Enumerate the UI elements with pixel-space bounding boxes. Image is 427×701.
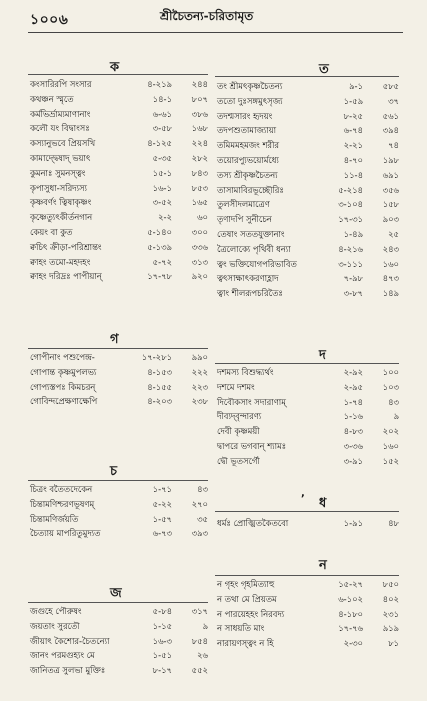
chapter-verse-ref: ৪-১২৫ bbox=[147, 138, 172, 149]
verse-text: ন তথা মে প্রিয়তম bbox=[217, 593, 277, 604]
verse-text: ত্বৎসাক্ষাৎকরণাহ্লাদ bbox=[217, 273, 279, 284]
page-ref: ২৭০ bbox=[191, 498, 208, 509]
chapter-verse-ref: ৩-৩৬ bbox=[343, 440, 363, 451]
verse-text: দ্বাপরে ভগবান্ শ্যামঃ bbox=[217, 440, 287, 451]
index-entry bbox=[215, 242, 399, 257]
verse-text: কস্যানুভবে প্রিয়সখি bbox=[30, 138, 96, 149]
chapter-verse-ref: ১১-৪ bbox=[343, 169, 363, 180]
page-ref: ৩০০ bbox=[191, 226, 208, 237]
index-entry bbox=[215, 138, 399, 153]
index-entry bbox=[215, 621, 399, 636]
index-entry bbox=[28, 92, 208, 107]
page-ref: ৩৯৪ bbox=[382, 125, 399, 136]
section-rule bbox=[28, 480, 208, 481]
chapter-verse-ref: ৫-২১৪ bbox=[338, 184, 363, 195]
entry-list bbox=[215, 365, 399, 469]
chapter-verse-ref: ১-৭৪ bbox=[343, 396, 363, 407]
page-ref: ৩১৩ bbox=[191, 256, 208, 267]
index-entry bbox=[28, 634, 208, 649]
page-ref: ৮৫০ bbox=[382, 579, 399, 589]
index-entry bbox=[28, 604, 208, 619]
index-entry bbox=[215, 516, 399, 531]
index-entry bbox=[215, 212, 399, 227]
entry-list bbox=[215, 516, 399, 531]
index-entry bbox=[215, 607, 399, 622]
page-ref: ১০৩ bbox=[382, 381, 399, 392]
verse-text: দশমে দশমং bbox=[217, 381, 255, 392]
index-entry bbox=[215, 109, 399, 124]
index-entry bbox=[28, 648, 208, 663]
index-entry bbox=[28, 482, 208, 497]
page-ref: ১০০ bbox=[382, 367, 399, 377]
index-entry bbox=[28, 240, 208, 255]
section-rule bbox=[215, 76, 399, 77]
verse-text: দিবৌকসাং সদারাণাম্ bbox=[217, 396, 286, 407]
index-entry bbox=[28, 166, 208, 181]
index-entry bbox=[215, 168, 399, 183]
page-ref: ৯২০ bbox=[191, 271, 208, 282]
page-ref: ১৬০ bbox=[382, 258, 399, 269]
section-rule bbox=[28, 74, 208, 75]
chapter-verse-ref: ৫-১৩৯ bbox=[147, 241, 172, 252]
verse-text: দেবী কৃষ্ণময়ী bbox=[217, 426, 260, 437]
section-letter: জ bbox=[110, 586, 122, 601]
index-entry bbox=[215, 79, 399, 94]
verse-text: তয়োরপ্যুভয়োর্মধ্যে bbox=[217, 154, 279, 165]
section-dot-marker: , bbox=[301, 488, 305, 499]
chapter-verse-ref: ৩-৫২ bbox=[152, 197, 172, 208]
index-entry bbox=[215, 409, 399, 424]
index-entry bbox=[28, 136, 208, 151]
index-entry bbox=[28, 663, 208, 678]
page-ref: ২৮২ bbox=[191, 152, 208, 163]
index-entry bbox=[215, 123, 399, 138]
chapter-verse-ref: ৬-৬১ bbox=[152, 108, 172, 119]
page-ref: ৯৯০ bbox=[191, 352, 208, 362]
page-ref: ৩৫৬ bbox=[382, 184, 399, 195]
verse-text: জয়তাং সুরতৌ bbox=[30, 620, 80, 631]
section-letter: চ bbox=[110, 464, 118, 479]
index-entry bbox=[28, 151, 208, 166]
index-entry bbox=[28, 394, 208, 409]
chapter-verse-ref: ১৬-১ bbox=[152, 182, 172, 193]
left-column bbox=[28, 0, 208, 701]
page-ref: ৩৫ bbox=[197, 513, 208, 524]
verse-text: তাসামাবিরভূচ্ছৌরিঃ bbox=[217, 184, 284, 195]
page-ref: ১৪৯ bbox=[382, 288, 399, 299]
page-ref: ৪৩ bbox=[388, 396, 399, 407]
verse-text: ক্বচিৎ ক্রীড়া-পরিশ্রান্তং bbox=[30, 241, 102, 252]
chapter-verse-ref: ১৫-২৭ bbox=[338, 579, 363, 589]
verse-text: ন গৃহং গৃহমিত্যাহু bbox=[217, 579, 275, 589]
index-entry bbox=[28, 619, 208, 634]
verse-text: ধর্মঃ প্রোজ্ঝিতকৈতবো bbox=[217, 518, 289, 528]
page-ref: ১৫৮ bbox=[382, 199, 399, 210]
chapter-verse-ref: ৯-১ bbox=[349, 81, 363, 91]
chapter-verse-ref: ১৭-২৮১ bbox=[141, 352, 172, 362]
chapter-verse-ref: ৫-৩৫ bbox=[152, 152, 172, 163]
page-ref: ৮৫৩ bbox=[191, 182, 208, 193]
chapter-verse-ref: ১-৯১ bbox=[343, 518, 363, 528]
page-ref: ৪৩ bbox=[197, 484, 208, 494]
chapter-verse-ref: ৪-৮৩ bbox=[343, 426, 363, 437]
chapter-verse-ref: ৪-৭০ bbox=[343, 154, 363, 165]
page-ref: ৪৮ bbox=[388, 518, 399, 528]
verse-text: তং শ্রীমৎকৃষ্ণচৈতন্য bbox=[217, 81, 283, 91]
page-ref: ২৩৮ bbox=[191, 396, 208, 407]
chapter-verse-ref: ৩-১১১ bbox=[338, 258, 363, 269]
chapter-verse-ref: ২-২ bbox=[158, 212, 172, 223]
chapter-verse-ref: ৪-১৫৩ bbox=[147, 366, 172, 377]
index-entry bbox=[215, 380, 399, 395]
verse-text: তেষাং সততযুক্তানাং bbox=[217, 228, 285, 239]
verse-text: গোবিন্দপ্রেক্ষণাক্ষেপি bbox=[30, 396, 98, 407]
section-rule bbox=[28, 602, 208, 603]
page-ref: ৩১৭ bbox=[191, 606, 208, 616]
chapter-verse-ref: ৮-২৫ bbox=[343, 110, 363, 121]
verse-text: দীব্যদ্‌বৃন্দারণ্য bbox=[217, 411, 262, 422]
page-ref: ৮১ bbox=[388, 638, 399, 649]
verse-text: কামাদ্দ্বেষাদ্ ভয়াৎ bbox=[30, 152, 91, 163]
verse-text: গোপীনাং পশুপেন্দ্র- bbox=[30, 352, 95, 362]
index-entry bbox=[28, 210, 208, 225]
page-ref: ২৫ bbox=[388, 228, 399, 239]
index-entry bbox=[28, 526, 208, 541]
chapter-verse-ref: ২-৯৫ bbox=[343, 381, 363, 392]
index-entry bbox=[215, 227, 399, 242]
section-rule bbox=[215, 575, 399, 576]
verse-text: কথঞ্চন স্মৃতে bbox=[30, 93, 74, 104]
verse-text: ক্বাহং তমো-মহদহং bbox=[30, 256, 91, 267]
verse-text: কৃষ্ণেত্যুৎকীর্তনগান bbox=[30, 212, 93, 223]
chapter-verse-ref: ৪-১৮০ bbox=[338, 608, 363, 619]
page-ref: ৩৩৬ bbox=[191, 241, 208, 252]
verse-text: কলৌ যং বিদ্বাংসঃ bbox=[30, 123, 90, 134]
chapter-verse-ref: ১৪-১ bbox=[152, 93, 172, 104]
chapter-verse-ref: ২-৩০ bbox=[343, 638, 363, 649]
page-ref: ১৬০ bbox=[382, 440, 399, 451]
page-ref: ৩৯৩ bbox=[191, 528, 208, 539]
section-rule bbox=[215, 511, 399, 512]
chapter-verse-ref: ১-১৬ bbox=[343, 411, 363, 422]
page-ref: ৭৪ bbox=[388, 140, 399, 151]
verse-text: কর্মভির্ভ্রাম্যমাণানাং bbox=[30, 108, 91, 119]
index-entry bbox=[28, 380, 208, 395]
index-entry bbox=[215, 271, 399, 286]
index-entry bbox=[215, 454, 399, 469]
entry-list bbox=[28, 350, 208, 409]
verse-text: তদপশুতামাজ্যায়া bbox=[217, 125, 277, 136]
chapter-verse-ref: ৩-৯১ bbox=[343, 455, 363, 466]
verse-text: তমিমমহমজং শরীর bbox=[217, 140, 280, 151]
index-entry bbox=[28, 269, 208, 284]
index-entry bbox=[28, 497, 208, 512]
section-letter: গ bbox=[110, 332, 119, 347]
index-entry bbox=[215, 577, 399, 592]
page-ref: ৮৫৪ bbox=[191, 635, 208, 646]
verse-text: কেয়ং বা কুত bbox=[30, 226, 73, 237]
verse-text: ততো দুঃসঙ্গমুৎসৃজ্য bbox=[217, 95, 283, 106]
index-entry bbox=[215, 424, 399, 439]
index-entry bbox=[28, 225, 208, 240]
verse-text: জানিতত্র সুলভা মুক্তিঃ bbox=[30, 665, 106, 676]
section-letter: ধ bbox=[319, 496, 327, 511]
page-ref: ৫৫২ bbox=[191, 665, 208, 676]
chapter-verse-ref: ১৭-৩১ bbox=[338, 214, 363, 225]
verse-text: দ্বৌ ভূতসর্গৌ bbox=[217, 455, 260, 466]
verse-text: জগুহে পৌরুষং bbox=[30, 606, 82, 616]
chapter-verse-ref: ২-২১ bbox=[343, 140, 363, 151]
chapter-verse-ref: ৫-৭২ bbox=[152, 256, 172, 267]
verse-text: ত্বং ভক্তিযোগপরিভাবিত bbox=[217, 258, 297, 269]
verse-text: ত্বাং শীলরূপচরিতৈঃ bbox=[217, 288, 283, 299]
chapter-verse-ref: ২-৯২ bbox=[343, 367, 363, 377]
page-ref: ২২৩ bbox=[191, 381, 208, 392]
chapter-verse-ref: ৫-১৪০ bbox=[147, 226, 172, 237]
index-entry bbox=[28, 121, 208, 136]
index-entry bbox=[215, 197, 399, 212]
chapter-verse-ref: ৬-১০২ bbox=[338, 593, 363, 604]
page-ref: ২২২ bbox=[191, 366, 208, 377]
chapter-verse-ref: ১৭-৭৮ bbox=[147, 271, 172, 282]
page-ref: ৩৮৬ bbox=[191, 108, 208, 119]
chapter-verse-ref: ১-৪৯ bbox=[343, 228, 363, 239]
verse-text: তদশ্মসারং হৃদয়ং bbox=[217, 110, 273, 121]
index-entry bbox=[215, 439, 399, 454]
page-ref: ১৬৫ bbox=[191, 197, 208, 208]
index-entry bbox=[28, 365, 208, 380]
index-entry bbox=[215, 153, 399, 168]
verse-text: গোপান্ত কৃষ্ণমুপলভ্য bbox=[30, 366, 97, 377]
page-ref: ৯ bbox=[202, 620, 208, 631]
verse-text: ক্বাহং দরিদ্রঃ পাপীয়ান্ bbox=[30, 271, 102, 282]
page-ref: ২৪৪ bbox=[191, 79, 208, 89]
index-entry bbox=[28, 255, 208, 270]
entry-list bbox=[28, 77, 208, 284]
page-ref: ২৩১ bbox=[382, 608, 399, 619]
chapter-verse-ref: ৩-১০৪ bbox=[338, 199, 363, 210]
page-ref: ২৬ bbox=[197, 650, 208, 661]
verse-text: নারায়ণস্ত্বং ন হি bbox=[217, 638, 274, 649]
index-entry bbox=[215, 286, 399, 301]
section-letter: ন bbox=[319, 558, 327, 573]
section-rule bbox=[28, 348, 208, 349]
verse-text: চিন্তামণিশ্চরণভূষণম্ bbox=[30, 498, 95, 509]
chapter-verse-ref: ৭-৯৮ bbox=[343, 273, 363, 284]
chapter-verse-ref: ৫-২২ bbox=[152, 498, 172, 509]
page-ref: ৬৯১ bbox=[382, 169, 399, 180]
verse-text: চিত্রং বতৈতদেকেন bbox=[30, 484, 93, 494]
chapter-verse-ref: ৩-৮৭ bbox=[343, 288, 363, 299]
page-ref: ৫৬১ bbox=[382, 110, 399, 121]
page-ref: ৯০৩ bbox=[382, 214, 399, 225]
page-ref: ২৪৩ bbox=[382, 243, 399, 254]
chapter-verse-ref: ১-৫১ bbox=[152, 650, 172, 661]
verse-text: চৈত্যায় মাপরিতুমুদ্যত bbox=[30, 528, 101, 539]
index-entry bbox=[215, 94, 399, 109]
chapter-verse-ref: ১৫-১ bbox=[152, 167, 172, 178]
section-letter: ত bbox=[319, 62, 329, 77]
chapter-verse-ref: ৫-৮৪ bbox=[152, 606, 172, 616]
index-entry bbox=[215, 183, 399, 198]
index-entry bbox=[28, 512, 208, 527]
chapter-verse-ref: ৪-২১৯ bbox=[147, 79, 172, 89]
section-letter: ক bbox=[110, 60, 120, 75]
verse-text: কৃষ্ণবর্ণং ত্বিষাকৃষ্ণং bbox=[30, 197, 92, 208]
index-entry bbox=[215, 257, 399, 272]
page-ref: ৮৪৩ bbox=[191, 167, 208, 178]
chapter-verse-ref: ৮-১৭ bbox=[152, 665, 172, 676]
index-entry bbox=[215, 395, 399, 410]
verse-text: ত্রৈলোক্যে পৃথিবী ধন্যা bbox=[217, 243, 291, 254]
verse-text: তস্য শ্রীকৃষ্ণচৈতন্য bbox=[217, 169, 278, 180]
page-ref: ৪০২ bbox=[382, 593, 399, 604]
page-ref: ৯ bbox=[393, 411, 399, 422]
page-ref: ৯১৯ bbox=[382, 623, 399, 634]
index-entry bbox=[215, 365, 399, 380]
page-ref: ২২৪ bbox=[191, 138, 208, 149]
page-ref: ৪৭৩ bbox=[382, 273, 399, 284]
page-ref: ১৫২ bbox=[382, 455, 399, 466]
index-entry bbox=[28, 107, 208, 122]
chapter-verse-ref: ৩-৫৮ bbox=[152, 123, 172, 134]
entry-list bbox=[28, 604, 208, 678]
right-column bbox=[215, 0, 399, 701]
page-ref: ৫৮৫ bbox=[382, 81, 399, 91]
chapter-verse-ref: ৪-২০৩ bbox=[147, 396, 172, 407]
page-ref: ১৯৮ bbox=[382, 154, 399, 165]
page-ref: ৬০ bbox=[197, 212, 208, 223]
chapter-verse-ref: ১৬-৩ bbox=[152, 635, 172, 646]
index-entry bbox=[28, 350, 208, 365]
page-ref: ৩৭ bbox=[388, 95, 399, 106]
verse-text: ন সাধয়তি মাং bbox=[217, 623, 265, 634]
verse-text: কুমনাঃ সুমনস্ত্বং bbox=[30, 167, 86, 178]
verse-text: তৃণাদপি সুনীচেন bbox=[217, 214, 272, 225]
chapter-verse-ref: ৪-১৫৫ bbox=[147, 381, 172, 392]
running-title: শ্রীচৈতন্য-চরিতামৃত bbox=[160, 9, 254, 23]
index-entry bbox=[215, 636, 399, 651]
page-ref: ১৬৮ bbox=[191, 123, 208, 134]
verse-text: দশমস্য বিশুদ্ধ্যর্থং bbox=[217, 367, 274, 377]
verse-text: জানং পরমগুহ্যং মে bbox=[30, 650, 95, 661]
chapter-verse-ref: ৬-৭৩ bbox=[152, 528, 172, 539]
chapter-verse-ref: ৪-২১৬ bbox=[338, 243, 363, 254]
section-rule bbox=[215, 363, 399, 364]
chapter-verse-ref: ১-৫৭ bbox=[152, 513, 172, 524]
index-entry bbox=[215, 592, 399, 607]
verse-text: ন পারয়েহহং নিরবদ্য bbox=[217, 608, 285, 619]
page-ref: ২০২ bbox=[382, 426, 399, 437]
chapter-verse-ref: ৬-৭৪ bbox=[343, 125, 363, 136]
index-entry bbox=[28, 181, 208, 196]
verse-text: গোপ্যস্তপঃ কিমচরন্ bbox=[30, 381, 96, 392]
page-ref: ৮০৭ bbox=[191, 93, 208, 104]
entry-list bbox=[215, 577, 399, 651]
index-entry bbox=[28, 77, 208, 92]
chapter-verse-ref: ১-৫৯ bbox=[343, 95, 363, 106]
chapter-verse-ref: ১-৭১ bbox=[152, 484, 172, 494]
verse-text: কংসারিরপি সংসার bbox=[30, 79, 92, 89]
verse-text: জীয়াৎ কৈশোর-চৈতন্যো bbox=[30, 635, 110, 646]
verse-text: চিন্তামণির্জয়তি bbox=[30, 513, 79, 524]
page-number: ১০০৬ bbox=[30, 12, 69, 28]
section-letter: দ bbox=[319, 348, 326, 363]
chapter-verse-ref: ১৭-৭৬ bbox=[338, 623, 363, 634]
verse-text: কৃপাসুধা-সরিদ্যস্য bbox=[30, 182, 87, 193]
index-entry bbox=[28, 195, 208, 210]
verse-text: তুলসীদলমাত্রেণ bbox=[217, 199, 270, 210]
entry-list bbox=[28, 482, 208, 541]
chapter-verse-ref: ১-১৫ bbox=[152, 620, 172, 631]
entry-list bbox=[215, 79, 399, 301]
